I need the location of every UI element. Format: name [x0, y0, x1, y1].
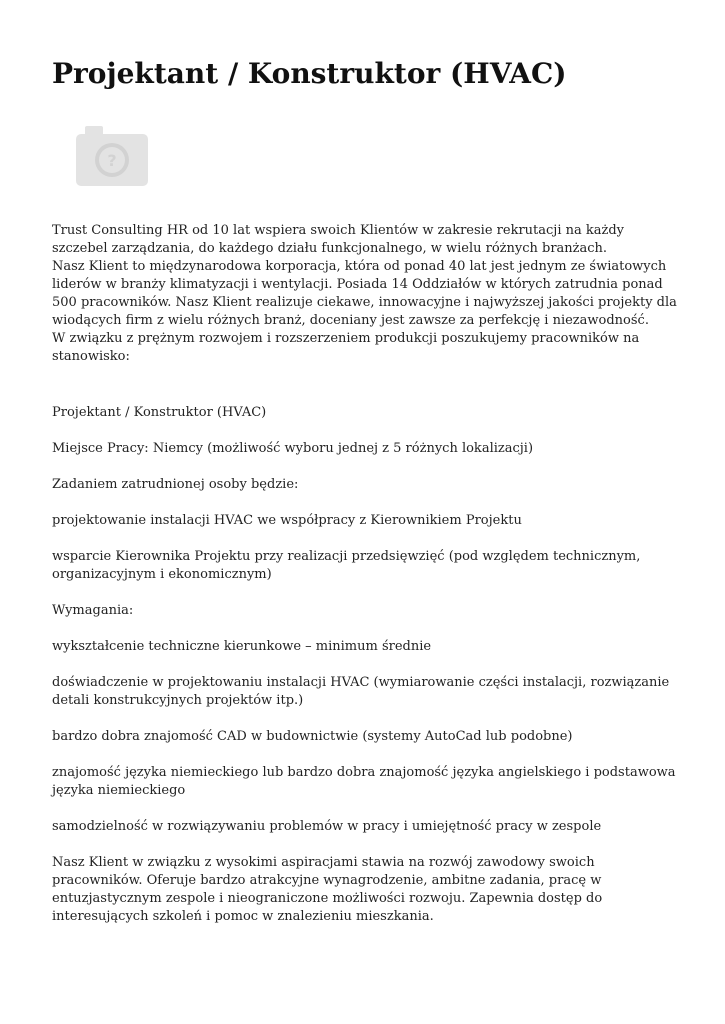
requirement-item: znajomość języka niemieckiego lub bardzo dobra znajomość języka angielskiego i podstawowa języka niemieckiego — [52, 765, 676, 798]
job-details — [52, 404, 682, 926]
intro-paragraph: Trust Consulting HR od 10 lat wspiera swoich Klientów w zakresie rekrutacji na każdy szczebel zarządzania, do każdego działu funkcjonalnego, w wielu różnych branżach. — [52, 223, 625, 256]
intro-text — [52, 222, 682, 366]
page-title: Projektant / Konstruktor (HVAC) — [52, 57, 567, 90]
work-location: Miejsce Pracy: Niemcy (możliwość wyboru jednej z 5 różnych lokalizacji) — [52, 441, 534, 456]
duty-item: projektowanie instalacji HVAC we współpracy z Kierownikiem Projektu — [52, 513, 522, 528]
duty-item: wsparcie Kierownika Projektu przy realizacji przedsięwzięć (pod względem technicznym, organizacyjnym i ekonomicznym) — [52, 549, 641, 582]
requirement-item: doświadczenie w projektowaniu instalacji HVAC (wymiarowanie części instalacji, rozwiązanie detali konstrukcyjnych projektów itp.) — [52, 675, 670, 708]
svg-text:?: ? — [107, 151, 117, 170]
requirement-item: samodzielność w rozwiązywaniu problemów w pracy i umiejętność pracy w zespole — [52, 819, 602, 834]
job-posting — [52, 56, 682, 944]
intro-paragraph: W związku z prężnym rozwojem i rozszerzeniem produkcji poszukujemy pracowników na stanowisko: — [52, 331, 640, 364]
duties-heading: Zadaniem zatrudnionej osoby będzie: — [52, 477, 299, 492]
requirement-item: wykształcenie techniczne kierunkowe – minimum średnie — [52, 639, 432, 654]
position-name: Projektant / Konstruktor (HVAC) — [52, 405, 267, 420]
offer-text: Nasz Klient w związku z wysokimi aspiracjami stawia na rozwój zawodowy swoich pracowników. Oferuje bardzo atrakcyjne wynagrodzenie, ambitne zadania, pracę w entuzjastycznym zespole i nieograniczone możliwości rozwoju. Zapewnia dostęp do interesujących szkoleń i pomoc w znalezieniu mieszkania. — [52, 855, 603, 924]
intro-paragraph: Nasz Klient to międzynarodowa korporacja, która od ponad 40 lat jest jednym ze światowych liderów w branży klimatyzacji i wentylacji. Posiada 14 Oddziałów w których zatrudnia ponad 500 pracowników. Nasz Klient realizuje ciekawe, innowacyjne i najwyższej jakości projekty dla wiodących firm z wielu różnych branż, doceniany jest zawsze za perfekcję i niezawodność. — [52, 259, 677, 328]
camera-placeholder-icon — [76, 126, 148, 188]
requirements-heading: Wymagania: — [52, 603, 134, 618]
requirement-item: bardzo dobra znajomość CAD w budownictwie (systemy AutoCad lub podobne) — [52, 729, 573, 744]
